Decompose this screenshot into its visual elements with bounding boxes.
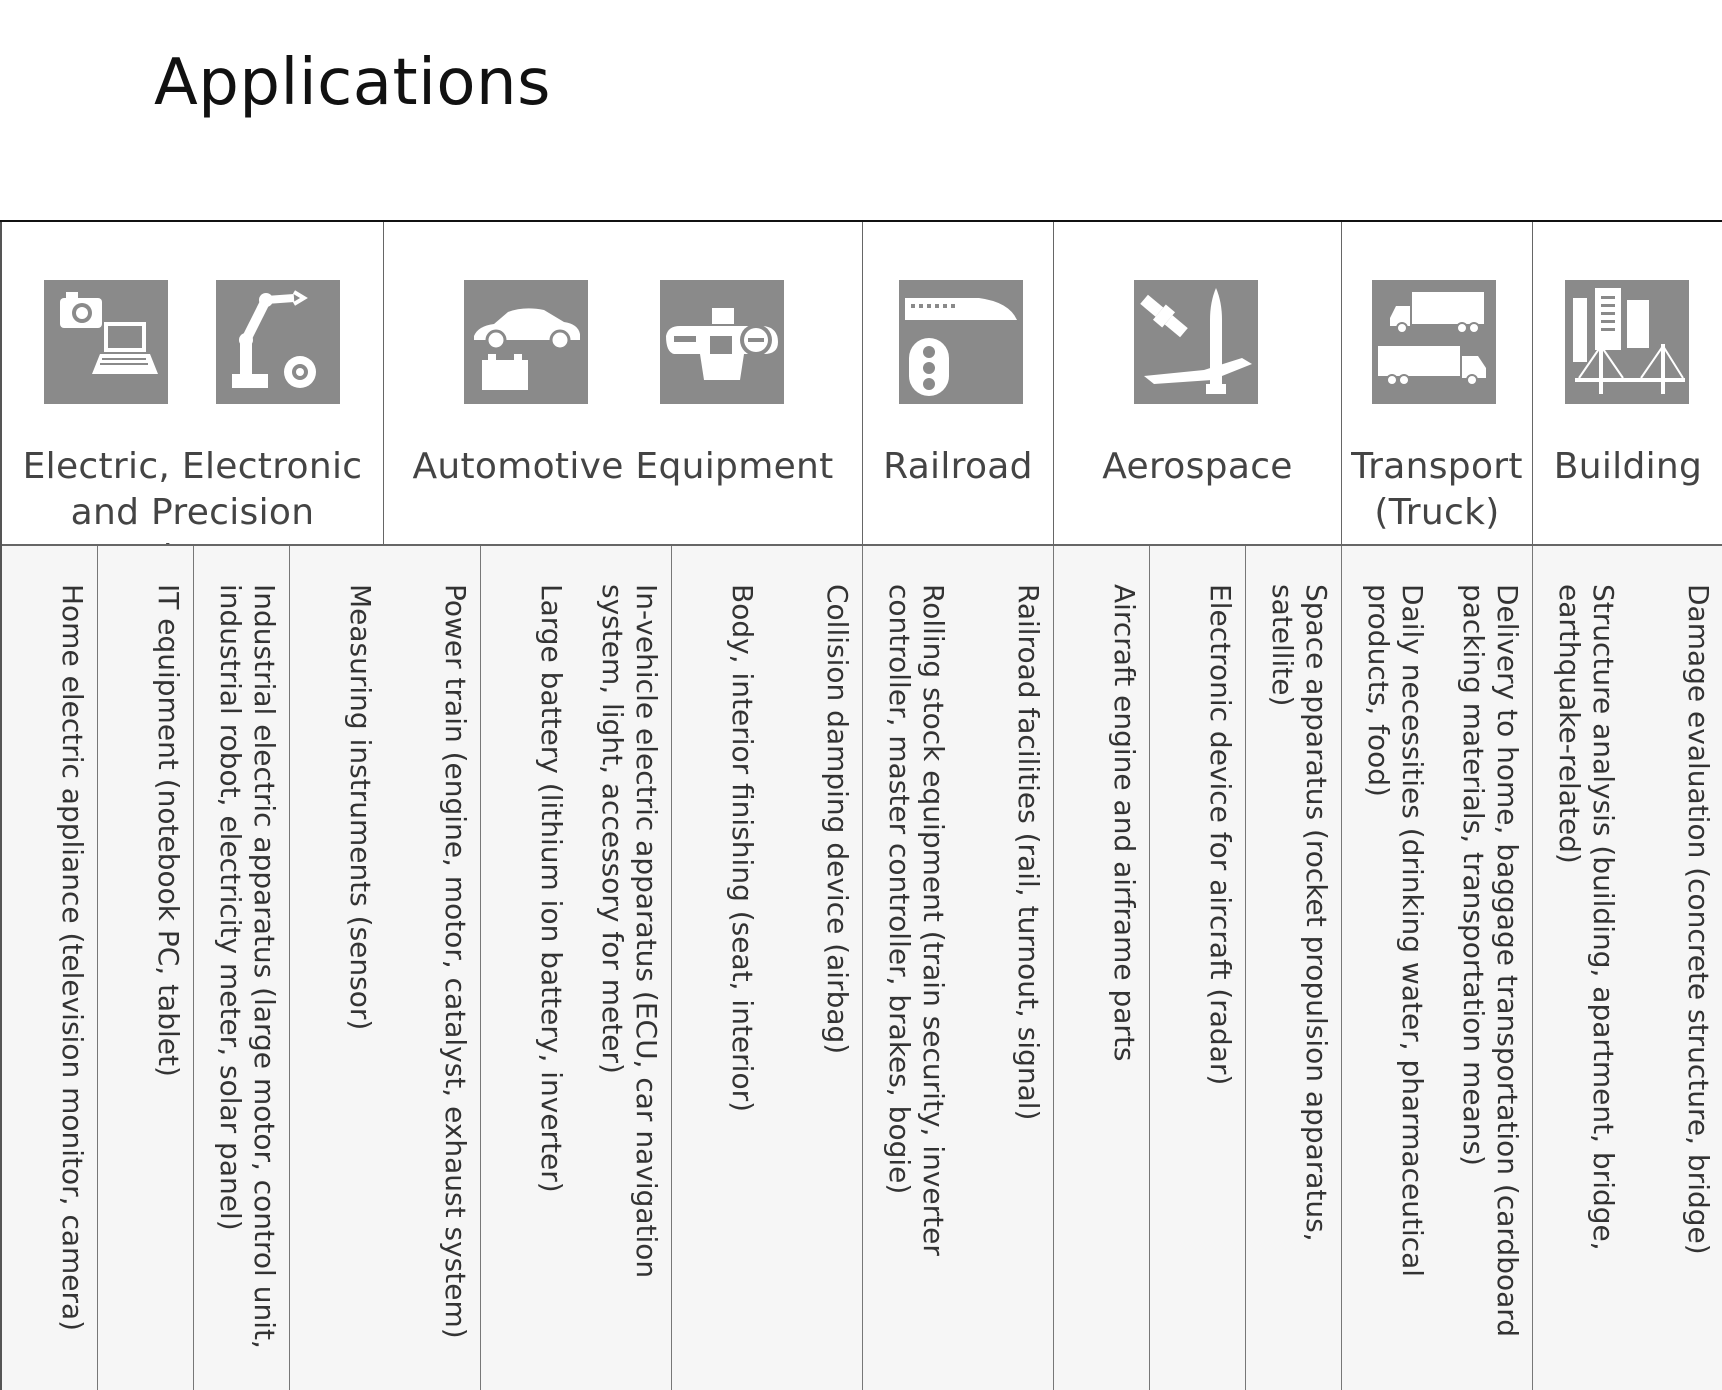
- application-text: Home electric appliance (television monitor, camera): [56, 584, 89, 1332]
- application-column: [576, 546, 672, 1390]
- application-text: Measuring instruments (sensor): [344, 584, 377, 1031]
- buildings-bridge-icon: [1565, 280, 1689, 404]
- category-aerospace: [1054, 222, 1342, 544]
- application-column: [672, 546, 768, 1390]
- camera-laptop-icon: [44, 280, 168, 404]
- car-battery-icon: [464, 280, 588, 404]
- application-text: Large battery (lithium ion battery, inverter): [535, 584, 568, 1193]
- application-text: IT equipment (notebook PC, tablet): [152, 584, 185, 1077]
- application-column: [1437, 546, 1533, 1390]
- application-text: Electronic device for aircraft (radar): [1204, 584, 1237, 1086]
- application-column: [958, 546, 1054, 1390]
- category-label: Electric, Electronic and Precision: [22, 446, 363, 533]
- dashboard-icon: [660, 280, 784, 404]
- application-text: Aircraft engine and airframe parts: [1108, 584, 1141, 1062]
- application-text: Damage evaluation (concrete structure, bridge): [1682, 584, 1715, 1255]
- satellite-rocket-plane-icon: [1134, 280, 1258, 404]
- application-column: [194, 546, 290, 1390]
- application-text: In-vehicle electric apparatus (ECU, car navigation system, light, accessory for meter): [596, 584, 663, 1279]
- application-column: [1246, 546, 1342, 1390]
- application-column: [385, 546, 481, 1390]
- category-label: Railroad: [883, 446, 1033, 487]
- application-column: [1342, 546, 1438, 1390]
- application-text: Space apparatus (rocket propulsion apparatus, satellite): [1266, 584, 1333, 1242]
- category-building: [1533, 222, 1722, 544]
- application-text: Daily necessities (drinking water, pharmaceutical products, food): [1362, 584, 1429, 1278]
- category-label: Building: [1553, 446, 1703, 487]
- category-electric: [2, 222, 384, 544]
- application-text: Rolling stock equipment (train security, inverter controller, master controller, brakes, bogie): [883, 584, 950, 1256]
- application-column: [1628, 546, 1722, 1390]
- application-column: [2, 546, 98, 1390]
- application-column: [1150, 546, 1246, 1390]
- page-title: Applications: [154, 46, 551, 120]
- application-column: [863, 546, 959, 1390]
- application-text: Power train (engine, motor, catalyst, exhaust system): [439, 584, 472, 1339]
- application-column: [1054, 546, 1150, 1390]
- category-automotive: [384, 222, 863, 544]
- application-text: Railroad facilities (rail, turnout, signal): [1012, 584, 1045, 1121]
- application-text: Collision damping device (airbag): [821, 584, 854, 1055]
- category-label: Transport (Truck): [1351, 446, 1523, 533]
- application-column: [290, 546, 386, 1390]
- application-text: Industrial electric apparatus (large motor, control unit, industrial robot, electricity meter, solar panel): [214, 584, 281, 1349]
- application-column: [481, 546, 577, 1390]
- application-column: [98, 546, 194, 1390]
- applications-table: [0, 222, 1722, 1390]
- application-text: Structure analysis (building, apartment, bridge, earthquake-related): [1553, 584, 1620, 1251]
- category-railroad: [863, 222, 1054, 544]
- trucks-icon: [1372, 280, 1496, 404]
- category-transport: [1342, 222, 1533, 544]
- application-text: Body, interior finishing (seat, interior): [726, 584, 759, 1113]
- train-signal-icon: [899, 280, 1023, 404]
- application-column: [1533, 546, 1629, 1390]
- category-label: Aerospace: [1102, 446, 1293, 487]
- application-column: [767, 546, 863, 1390]
- industrial-robot-icon: [216, 280, 340, 404]
- application-text: Delivery to home, baggage transportation (cardboard packing materials, transportation means): [1457, 584, 1524, 1338]
- category-label: Automotive Equipment: [412, 446, 834, 487]
